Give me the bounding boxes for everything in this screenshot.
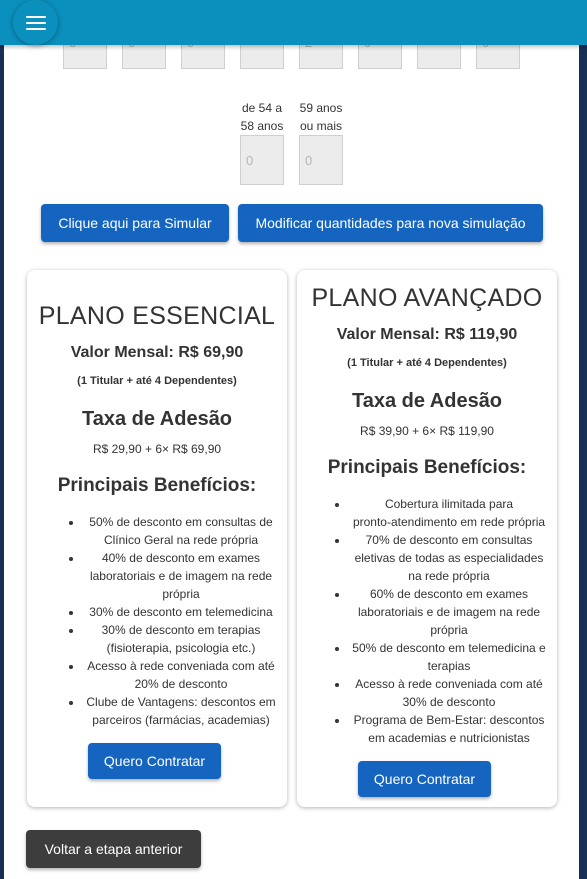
benefit-line: 60% de desconto em exames [369,587,529,601]
benefit-line: parceiros (farmácias, academias) [92,713,270,727]
benefit-line: 20% de desconto [134,677,228,691]
benefit-line: 50% de desconto em telemedicina e [352,641,546,655]
benefit-item [83,657,279,693]
age-group-label-59-plus [291,99,351,135]
quantity-input-59-plus[interactable]: 0 [299,135,343,185]
fee-title: Taxa de Adesão [351,390,503,412]
benefit-line: 50% de desconto em consultas de [89,515,273,529]
benefits-title: Principais Benefícios: [327,457,527,478]
plan-title: PLANO ESSENCIAL [38,302,276,330]
benefit-line: laboratoriais e de imagem na rede [357,605,541,619]
benefit-line: Cobertura ilimitada para [384,497,514,511]
benefit-line: Acesso à rede conveniada com até [355,677,543,691]
plan-dependents: (1 Titular + até 4 Dependentes) [347,357,507,369]
benefit-item [349,585,549,639]
benefit-item [349,531,549,585]
benefit-line: na rede própria [408,569,490,583]
benefit-line: própria [162,587,200,601]
benefit-line: Acesso à rede conveniada com até [87,659,275,673]
form-sheet [4,0,579,879]
benefit-line: pronto-atendimento em rede própria [352,515,546,529]
benefit-line: Clube de Vantagens: descontos em [86,695,276,709]
hamburger-icon [26,16,46,30]
menu-icon[interactable] [13,0,58,45]
benefit-item [83,621,279,657]
benefit-item [349,711,549,747]
quantity-input-54-58[interactable]: 0 [240,135,284,185]
plan-monthly-price: Valor Mensal: R$ 69,90 [70,344,244,361]
plan-card-essencial [27,270,287,807]
plan-card-avancado [297,270,557,807]
benefit-line: própria [430,623,468,637]
benefits-title: Principais Benefícios: [57,475,257,496]
benefit-item [83,513,279,549]
benefit-line: Clínico Geral na rede própria [103,533,259,547]
benefit-line: 30% de desconto em telemedicina [89,605,273,619]
plan-monthly-price: Valor Mensal: R$ 119,90 [336,326,518,343]
benefit-item [83,549,279,603]
age-group-label-line: ou mais [299,119,343,133]
benefit-line: 70% de desconto em consultas [365,533,533,547]
top-app-bar [0,0,587,45]
benefit-item [83,693,279,729]
contract-essencial-button[interactable]: Quero Contratar [88,743,221,779]
benefit-line: (fisioterapia, psicologia etc.) [106,641,256,655]
benefit-item [349,675,549,711]
benefit-line: eletivas de todas as especialidades [354,551,544,565]
plan-title: PLANO AVANÇADO [311,284,543,312]
fee-value: R$ 39,90 + 6× R$ 119,90 [360,424,494,438]
age-group-label-line: de 54 a [241,101,283,115]
benefit-item [349,495,549,531]
benefit-item [349,639,549,675]
benefit-line: laboratoriais e de imagem na rede [89,569,273,583]
benefit-line: Programa de Bem-Estar: descontos [353,713,545,727]
age-group-label-54-58 [232,99,292,135]
fee-title: Taxa de Adesão [81,408,233,430]
contract-avancado-button[interactable]: Quero Contratar [358,761,491,797]
plan-dependents: (1 Titular + até 4 Dependentes) [77,375,237,387]
age-group-label-line: 58 anos [240,119,284,133]
simulate-button[interactable]: Clique aqui para Simular [41,204,229,242]
benefit-line: em academias e nutricionistas [368,731,530,745]
benefits-list [83,513,279,729]
benefits-list [349,495,549,747]
benefit-line: 30% de desconto [402,695,496,709]
modify-quantities-button[interactable]: Modificar quantidades para nova simulação [238,204,543,242]
benefit-line: 30% de desconto em terapias [101,623,261,637]
back-button[interactable]: Voltar a etapa anterior [26,830,201,868]
age-group-label-line: 59 anos [299,101,343,115]
benefit-line: terapias [427,659,471,673]
benefit-item [83,603,279,621]
benefit-line: 40% de desconto em exames [101,551,261,565]
fee-value: R$ 29,90 + 6× R$ 69,90 [92,442,222,456]
